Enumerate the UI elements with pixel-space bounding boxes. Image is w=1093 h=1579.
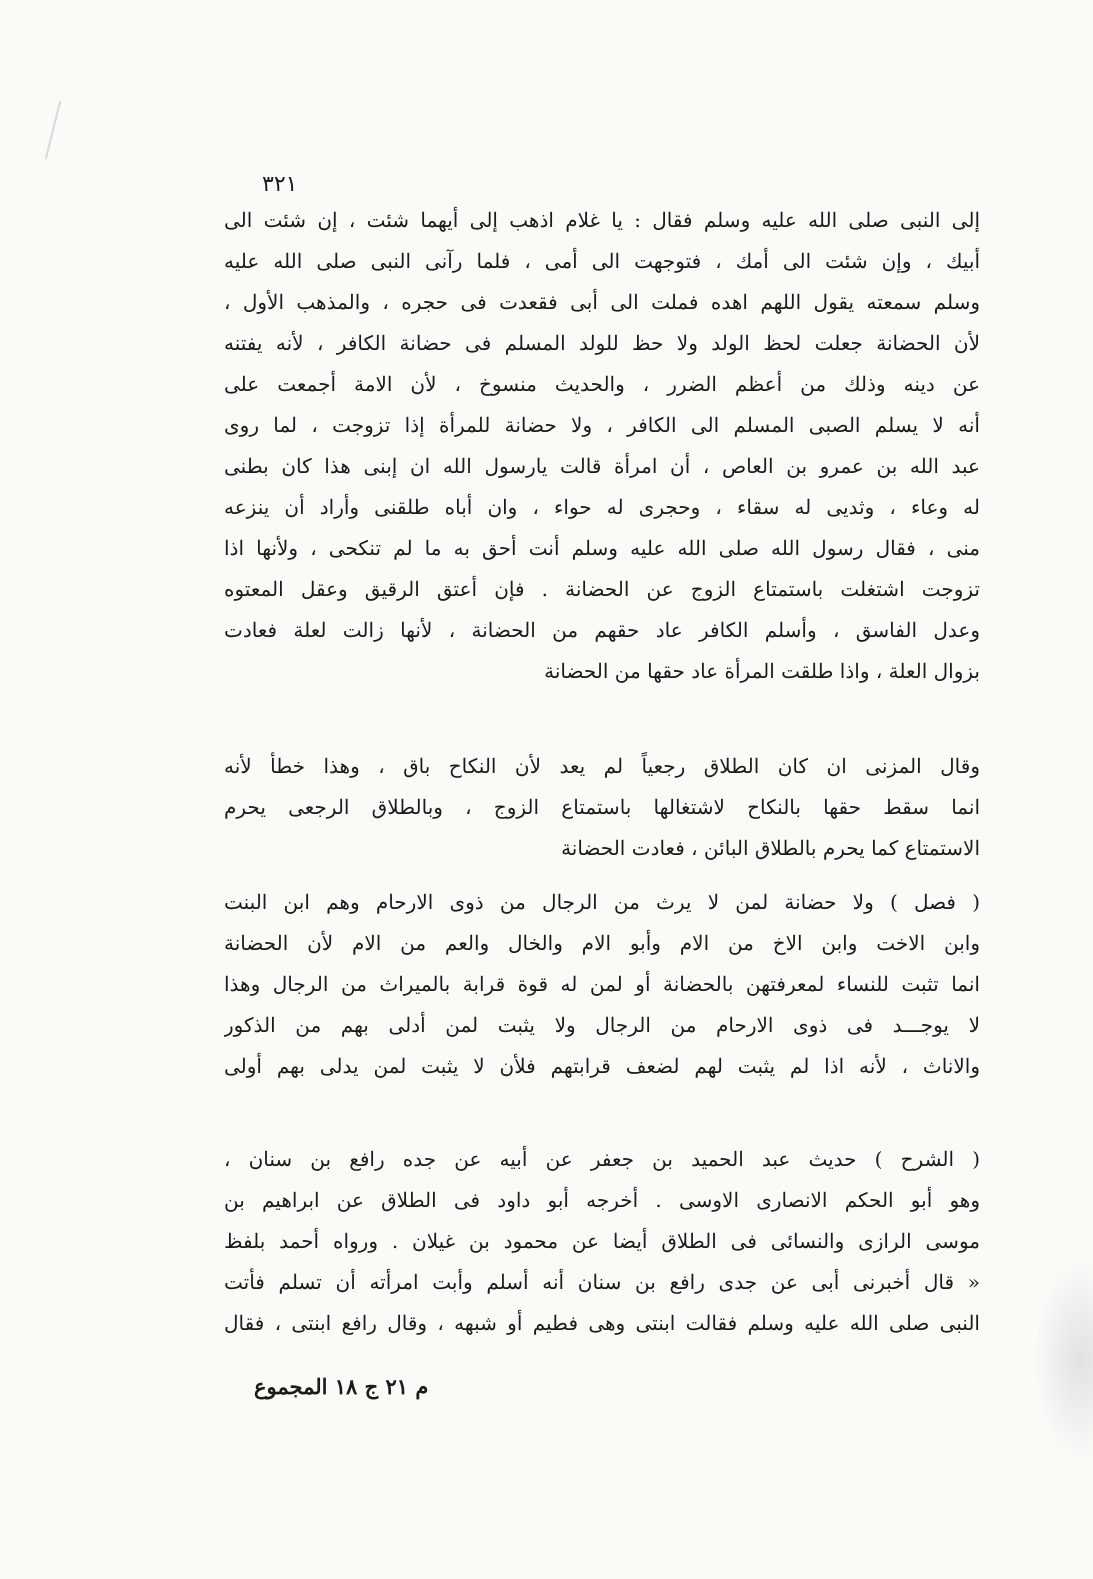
paper-scratch-mark [45,101,61,160]
text-line: الاستمتاع كما يحرم بالطلاق البائن ، فعادت الحضانة [561,836,980,860]
text-line: وابن الاخت وابن الاخ من الام وأبو الام والخال والعم من الام لأن الحضانة [224,931,980,955]
text-line: وعدل الفاسق ، وأسلم الكافر عاد حقهم من الحضانة ، لأنها زالت لعلة فعادت [224,618,980,642]
text-line: له وعاء ، وثديى له سقاء ، وحجرى له حواء ، وان أباه طلقنى وأراد أن ينزعه [224,495,980,519]
paper-stain [1033,1260,1093,1460]
text-line: بزوال العلة ، واذا طلقت المرأة عاد حقها من الحضانة [544,659,980,683]
paragraph-muzani [224,746,980,869]
text-line: « قال أخبرنى أبى عن جدى رافع بن سنان أنه أسلم وأبت امرأته أن تسلم فأتت [224,1270,980,1294]
text-line: موسى الرازى والنسائى فى الطلاق أيضا عن محمود بن غيلان . ورواه أحمد بلفظ [224,1229,980,1253]
paragraph-fasl [224,882,980,1087]
text-line: ( فصل ) ولا حضانة لمن لا يرث من الرجال من ذوى الارحام وهم ابن البنت [224,890,980,914]
text-line: لا يوجـــد فى ذوى الارحام من الرجال ولا يثبت لمن أدلى بهم من الذكور [224,1013,980,1037]
text-line: أبيك ، وإن شئت الى أمك ، فتوجهت الى أمى ، فلما رآنى النبى صلى الله عليه [224,249,980,273]
text-line: لأن الحضانة جعلت لحظ الولد ولا حظ للولد المسلم فى حضانة الكافر ، لأنه يفتنه [224,331,980,355]
text-line: وسلم سمعته يقول اللهم اهده فملت الى أبى فقعدت فى حجره ، والمذهب الأول ، [224,290,980,314]
text-line: انما سقط حقها بالنكاح لاشتغالها باستمتاع الزوج ، وبالطلاق الرجعى يحرم [224,795,980,819]
text-line: وهو أبو الحكم الانصارى الاوسى . أخرجه أبو داود فى الطلاق عن ابراهيم بن [224,1188,980,1212]
text-line: أنه لا يسلم الصبى المسلم الى الكافر ، ولا حضانة للمرأة إذا تزوجت ، لما روى [224,413,980,437]
text-line: عن دينه وذلك من أعظم الضرر ، والحديث منسوخ ، لأن الامة أجمعت على [224,372,980,396]
page-number: ٣٢١ [262,172,298,197]
text-line: تزوجت اشتغلت باستمتاع الزوج عن الحضانة . فإن أعتق الرقيق وعقل المعتوه [224,577,980,601]
text-line: ( الشرح ) حديث عبد الحميد بن جعفر عن أبيه عن جده رافع بن سنان ، [224,1147,980,1171]
text-line: منى ، فقال رسول الله صلى الله عليه وسلم أنت أحق به ما لم تنكحى ، ولأنها اذا [224,536,980,560]
text-line: عبد الله بن عمرو بن العاص ، أن امرأة قالت يارسول الله ان إبنى هذا كان بطنى [224,454,980,478]
text-line: والاناث ، لأنه اذا لم يثبت لهم لضعف قرابتهم فلأن لا يثبت لمن يدلى بهم أولى [224,1054,980,1078]
text-line: إلى النبى صلى الله عليه وسلم فقال : يا غلام اذهب إلى أيهما شئت ، إن شئت الى [224,208,980,232]
text-line: وقال المزنى ان كان الطلاق رجعياً لم يعد لأن النكاح باق ، وهذا خطأ لأنه [224,754,980,778]
paragraph-sharh [224,1139,980,1344]
text-line: النبى صلى الله عليه وسلم فقالت ابنتى وهى فطيم أو شبهه ، وقال رافع ابنتى ، فقال [224,1311,980,1335]
text-line: انما تثبت للنساء لمعرفتهن بالحضانة أو لمن له قوة قرابة بالميراث من الرجال وهذا [224,972,980,996]
paragraph-main [224,200,980,692]
footer-signature: م ٢١ ج ١٨ المجموع [254,1374,429,1399]
